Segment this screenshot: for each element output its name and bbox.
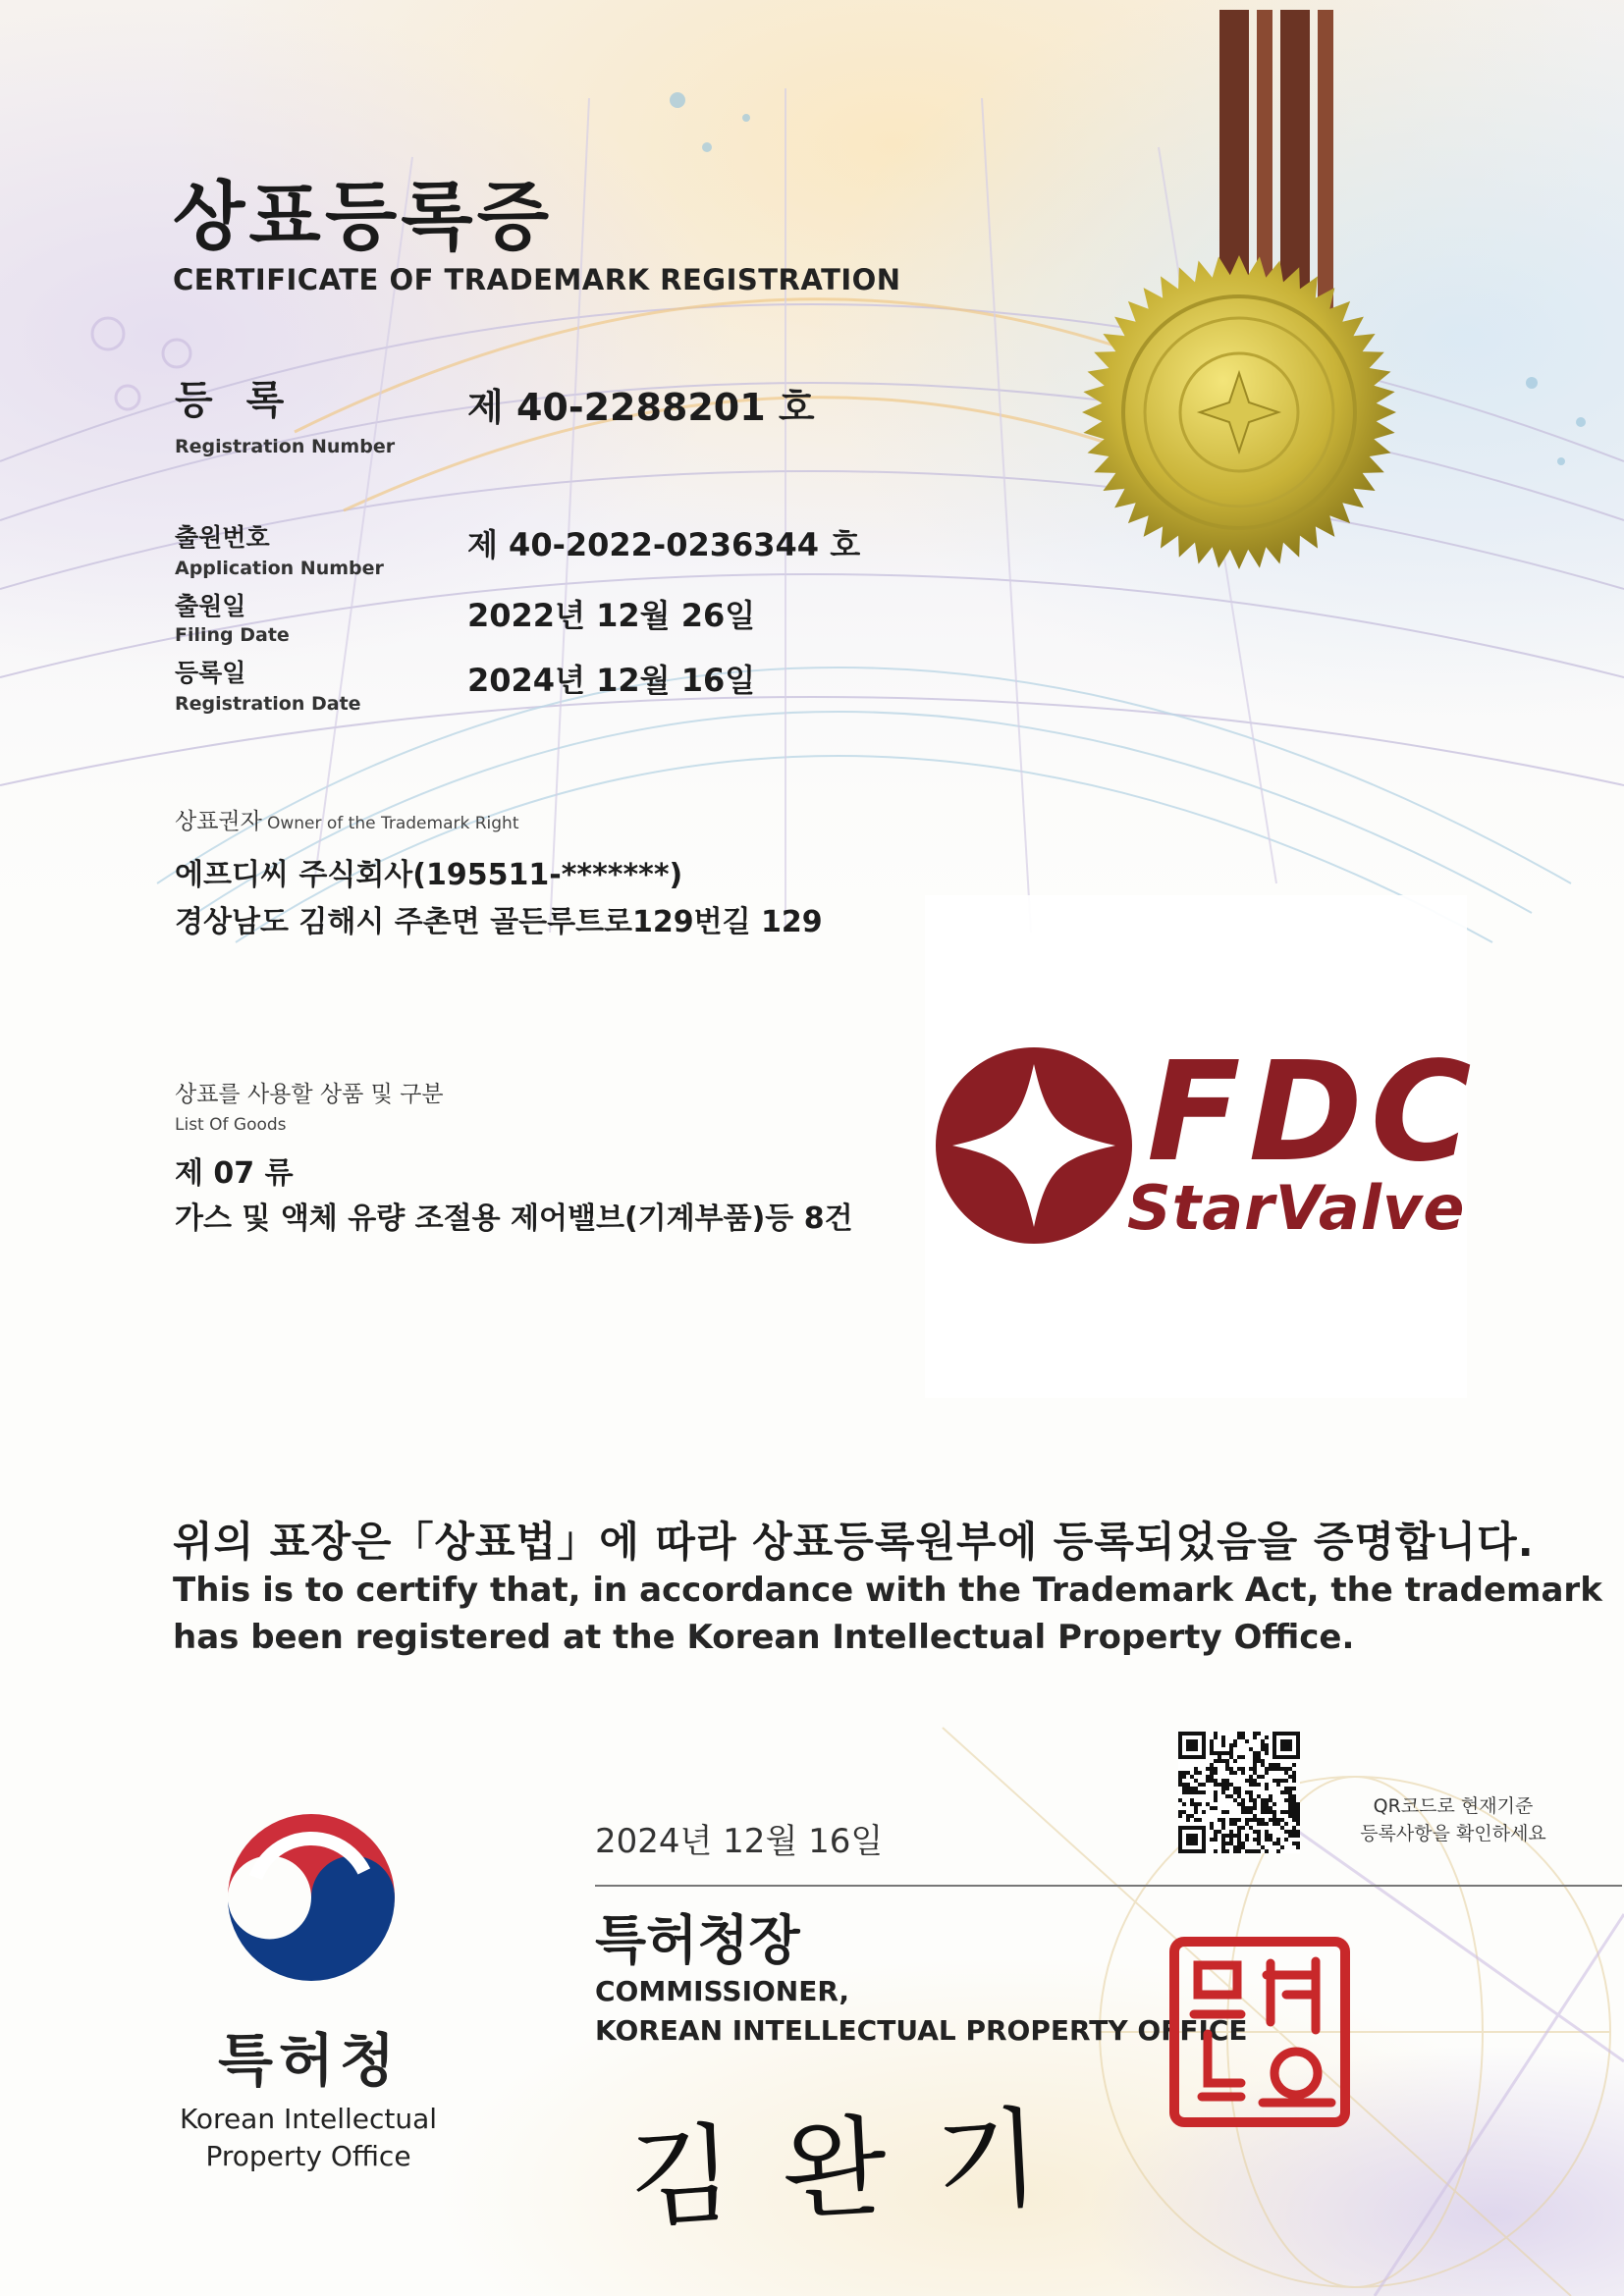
goods-label-english: List Of Goods (175, 1115, 287, 1135)
owner-label: 상표권자 (175, 809, 262, 834)
goods-label: 상표를 사용할 상품 및 구분 (175, 1082, 444, 1107)
certification-statement-english-line1: This is to certify that, in accordance with the Trademark Act, the trademark (173, 1571, 1602, 1610)
commissioner-title-korean: 특허청장 (595, 1909, 800, 1971)
owner-name: 에프디씨 주식회사(195511-*******) (175, 858, 683, 892)
filing-date: 2022년 12월 26일 (467, 597, 756, 634)
registration-label: 등 록 (175, 378, 295, 423)
trademark-logo-starvalve: StarValve (1127, 1172, 1466, 1244)
owner-heading (175, 803, 519, 835)
registration-label-english: Registration Number (175, 436, 396, 457)
issue-date: 2024년 12월 16일 (595, 1822, 884, 1861)
gold-seal (1082, 255, 1396, 569)
application-number: 제 40-2022-0236344 호 (467, 526, 861, 563)
commissioner-signature: 김완기 (625, 2092, 1093, 2243)
qr-note-line1: QR코드로 현재기준 (1373, 1795, 1534, 1817)
registration-date-label-english: Registration Date (175, 693, 361, 715)
signature-divider (595, 1885, 1622, 1887)
commissioner-title-english-line1: COMMISSIONER, (595, 1975, 850, 2007)
kipo-name-korean: 특허청 (218, 2027, 402, 2094)
registration-number: 제 40-2288201 호 (467, 386, 815, 429)
certification-statement-english-line2: has been registered at the Korean Intellectual Property Office. (173, 1618, 1355, 1657)
qr-note-line2: 등록사항을 확인하세요 (1360, 1823, 1546, 1844)
certificate-title-english: CERTIFICATE OF TRADEMARK REGISTRATION (173, 263, 901, 296)
certification-statement-korean: 위의 표장은「상표법」에 따라 상표등록원부에 등록되었음을 증명합니다. (173, 1518, 1535, 1566)
kipo-name-english-line2: Property Office (205, 2140, 411, 2172)
filing-date-label-english: Filing Date (175, 624, 290, 646)
kipo-taegeuk-logo (218, 1804, 405, 1991)
filing-date-label: 출원일 (175, 592, 246, 620)
commissioner-title-english-line2: KOREAN INTELLECTUAL PROPERTY OFFICE (595, 2014, 1248, 2047)
qr-note (1316, 1792, 1591, 1847)
trademark-logo-fdc: FDC (1147, 1033, 1480, 1193)
goods-class: 제 07 류 (175, 1156, 294, 1191)
application-label: 출원번호 (175, 523, 270, 552)
kipo-name-english-line1: Korean Intellectual (179, 2103, 438, 2135)
certificate-title: 상표등록증 (173, 173, 554, 260)
registration-date: 2024년 12월 16일 (467, 662, 756, 699)
official-red-stamp (1168, 1936, 1351, 2128)
owner-address: 경상남도 김해시 주촌면 골든루트로129번길 129 (175, 905, 823, 939)
trademark-star-emblem (931, 1042, 1137, 1249)
goods-description: 가스 및 액체 유량 조절용 제어밸브(기계부품)등 8건 (175, 1201, 853, 1236)
owner-label-english: Owner of the Trademark Right (266, 814, 519, 833)
registration-date-label: 등록일 (175, 659, 246, 687)
application-label-english: Application Number (175, 558, 384, 579)
qr-code-icon[interactable] (1178, 1732, 1300, 1853)
